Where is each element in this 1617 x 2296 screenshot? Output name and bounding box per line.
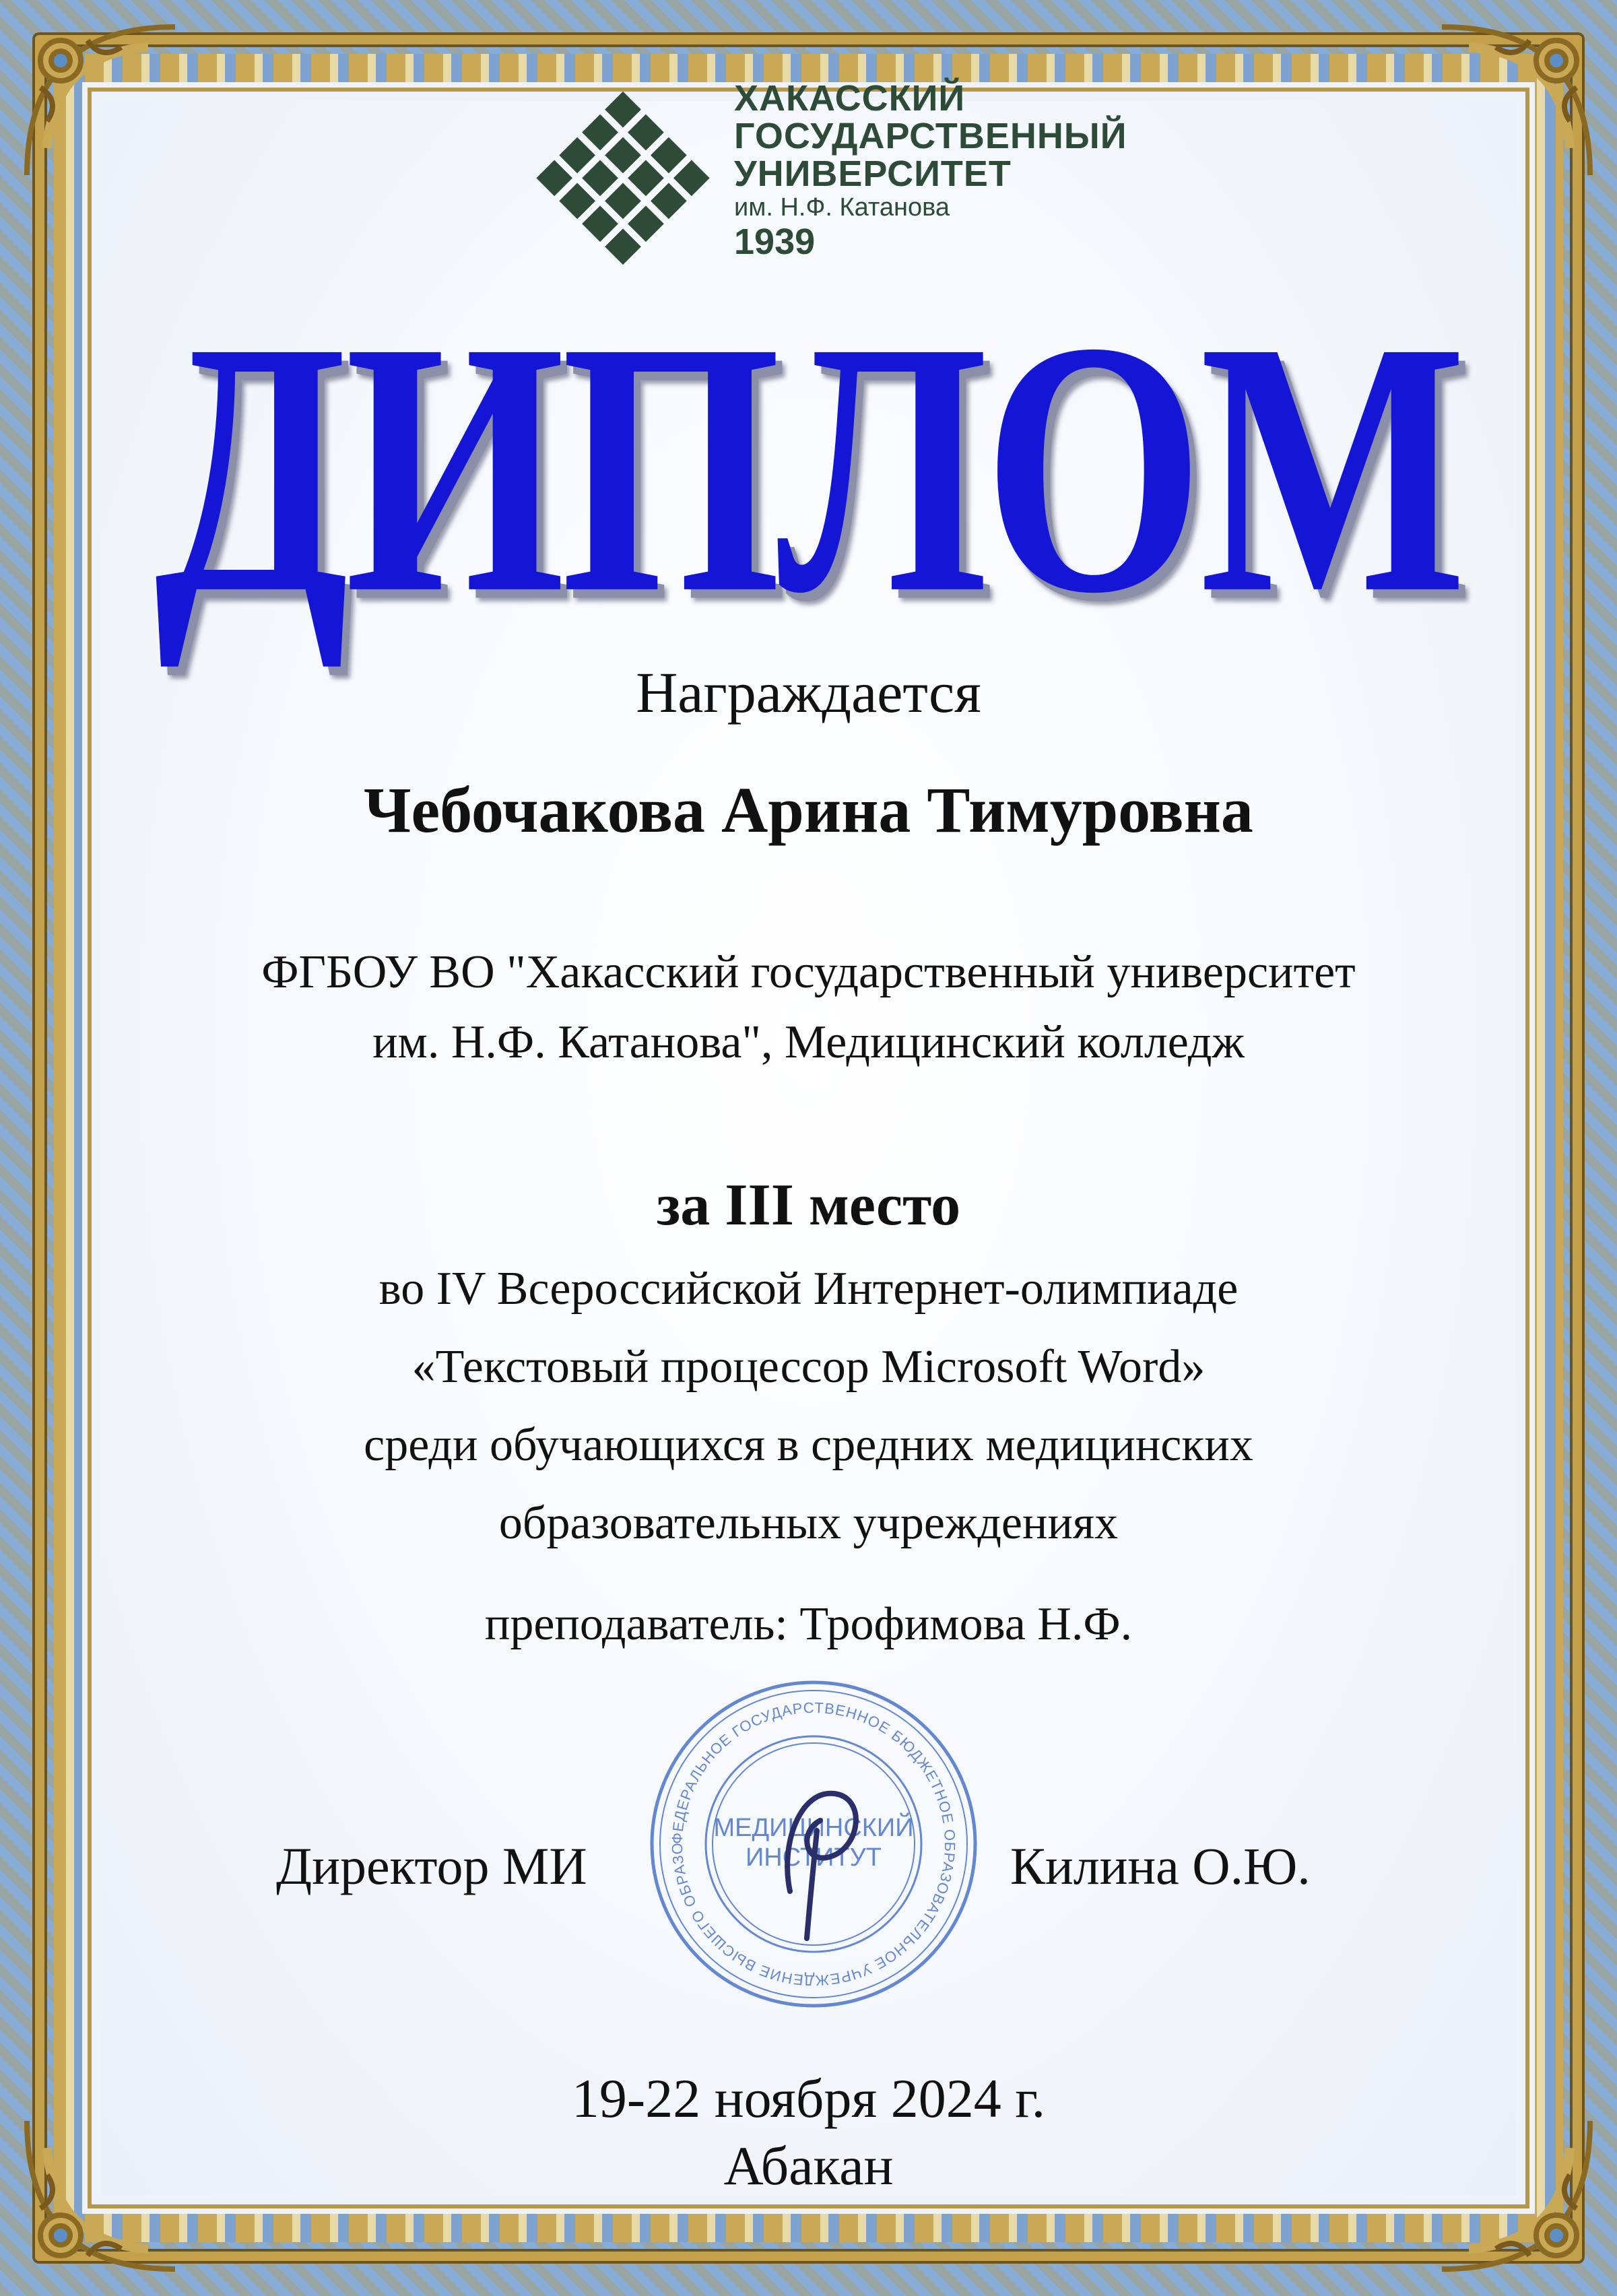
event-city: Абакан [723, 2135, 894, 2196]
logo-year: 1939 [734, 222, 816, 262]
recipient-name: Чебочакова Арина Тимуровна [364, 774, 1253, 846]
signatory-position: Директор МИ [276, 1837, 587, 1895]
awarded-label: Награждается [636, 660, 981, 725]
stamp-center-line-2: ИНСТИТУТ [745, 1843, 882, 1872]
logo-line-1: ХАКАССКИЙ [734, 78, 966, 119]
organization-line-1: ФГБОУ ВО "Хакасский государственный университет [261, 946, 1356, 998]
signatory-name: Килина О.Ю. [1010, 1837, 1311, 1895]
university-logo-text [734, 79, 1127, 261]
corner-ornament-top-right [1428, 13, 1604, 189]
description-line-1: во IV Всероссийской Интернет-олимпиаде [378, 1263, 1239, 1315]
diploma-title: ДИПЛОМ [154, 267, 1463, 668]
teacher-line: преподаватель: Трофимова Н.Ф. [484, 1598, 1133, 1650]
place-awarded: за III место [656, 1173, 961, 1238]
logo-line-3: УНИВЕРСИТЕТ [734, 154, 1012, 194]
corner-ornament-top-left [13, 13, 189, 189]
stamp-center-line-1: МЕДИЦИНСКИЙ [713, 1814, 914, 1842]
university-logo-icon [532, 86, 714, 268]
official-stamp [645, 1676, 982, 2012]
description-line-2: «Текстовый процессор Microsoft Word» [411, 1341, 1206, 1393]
description-line-3: среди обучающихся в средних медицинских [364, 1419, 1253, 1471]
organization-line-2: им. Н.Ф. Катанова", Медицинский колледж [372, 1016, 1245, 1068]
event-date: 19-22 ноября 2024 г. [571, 2068, 1046, 2129]
logo-line-4: им. Н.Ф. Катанова [734, 193, 950, 222]
logo-line-2: ГОСУДАРСТВЕННЫЙ [734, 116, 1127, 156]
university-logo [532, 79, 1125, 268]
description-line-4: образовательных учреждениях [498, 1497, 1119, 1549]
stamp-ring-text: ФЕДЕРАЛЬНОЕ ГОСУДАРСТВЕННОЕ БЮДЖЕТНОЕ ОБРАЗОВАТЕЛЬНОЕ УЧРЕЖДЕНИЕ ВЫСШЕГО ОБРАЗО [668, 1699, 959, 1990]
